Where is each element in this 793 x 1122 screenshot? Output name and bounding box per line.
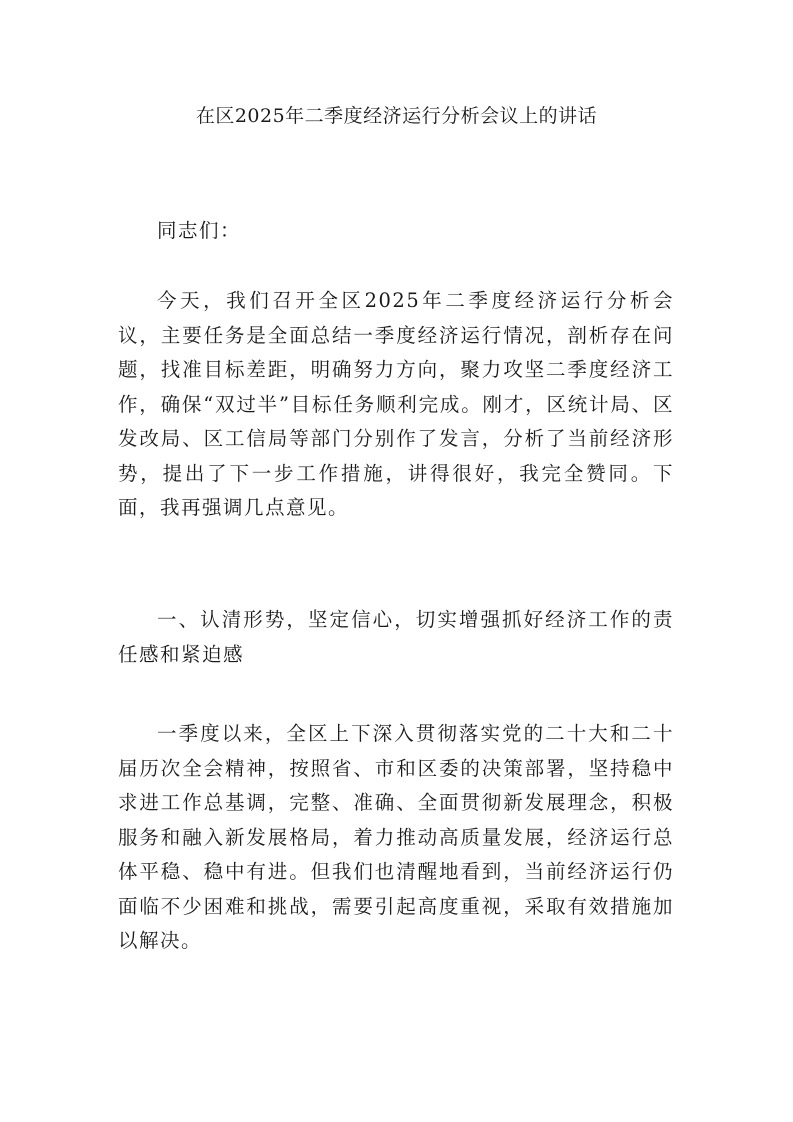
paragraph-situation: 一季度以来，全区上下深入贯彻落实党的二十大和二十届历次全会精神，按照省、市和区委的决策部署，坚持稳中求进工作总基调，完整、准确、全面贯彻新发展理念，积极服务和融入新发展格局，着力推动高质量发展，经济运行总体平稳、稳中有进。但我们也清醒地看到，当前经济运行仍面临不少困难和挑战，需要引起高度重视，采取有效措施加以解决。 bbox=[118, 722, 674, 952]
section-heading-1: 一、认清形势，坚定信心，切实增强抓好经济工作的责任感和紧迫感 bbox=[118, 608, 674, 666]
salutation: 同志们： bbox=[157, 219, 242, 242]
paragraph-opening: 今天，我们召开全区2025年二季度经济运行分析会议，主要任务是全面总结一季度经济运行情况，剖析存在问题，找准目标差距，明确努力方向，聚力攻坚二季度经济工作，确保“双过半”目标任务顺利完成。刚才，区统计局、区发改局、区工信局等部门分别作了发言，分析了当前经济形势，提出了下一步工作措施，讲得很好，我完全赞同。下面，我再强调几点意见。 bbox=[118, 289, 674, 519]
document-title: 在区2025年二季度经济运行分析会议上的讲话 bbox=[195, 105, 598, 127]
